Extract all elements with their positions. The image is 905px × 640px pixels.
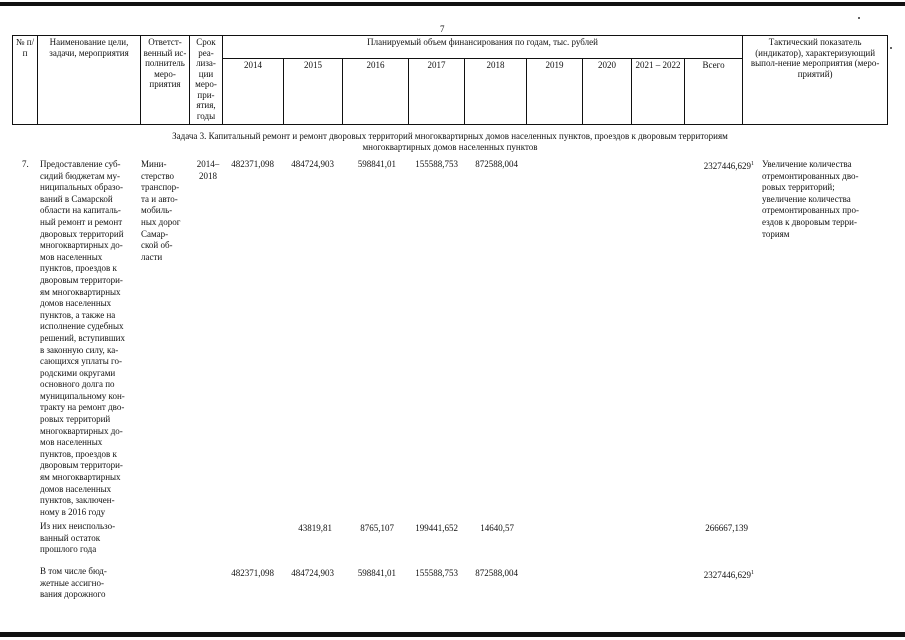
row-term: 2014– 2018 bbox=[196, 159, 220, 181]
budget-name: В том числе бюд- жетные ассигно- вания дорожного bbox=[40, 566, 107, 600]
header-year: 2021 – 2022 bbox=[632, 59, 685, 125]
budget-2015: 484724,903 bbox=[291, 568, 334, 578]
row-responsible: Мини- стерство транспор- та и авто- мобиль- ных дорог Самар- ской об- ласти bbox=[141, 159, 181, 262]
unused-2015: 43819,81 bbox=[298, 523, 332, 533]
unused-2016: 8765,107 bbox=[360, 523, 394, 533]
header-year: 2020 bbox=[583, 59, 632, 125]
header-year: 2017 bbox=[409, 59, 465, 125]
header-name: Наименование цели, задачи, мероприятия bbox=[38, 36, 141, 125]
budget-total: 2327446,629$^1$ bbox=[703, 570, 754, 580]
header-responsible: Ответст-венный ис-полнитель меро-приятия bbox=[141, 36, 190, 125]
header-year: 2018 bbox=[465, 59, 527, 125]
header-year: 2019 bbox=[527, 59, 583, 125]
page-number: 7 bbox=[440, 24, 445, 34]
task-title: Задача 3. Капитальный ремонт и ремонт дворовых территорий многоквартирных домов населенных пунктов, проездов к дворовым территориям многоквартирных домов населенных пунктов bbox=[172, 131, 728, 152]
value-2016: 598841,01 bbox=[357, 159, 396, 169]
unused-total: 266667,139 bbox=[705, 523, 748, 533]
value-2018: 872588,004 bbox=[475, 159, 518, 169]
header-finance: Планируемый объем финансирования по годам, тыс. рублей bbox=[223, 36, 743, 59]
header-year: 2014 bbox=[223, 59, 284, 125]
value-2015: 484724,903 bbox=[291, 159, 334, 169]
unused-2017: 199441,652 bbox=[415, 523, 458, 533]
bottom-border bbox=[0, 632, 905, 637]
value-2014: 482371,098 bbox=[231, 159, 274, 169]
budget-2018: 872588,004 bbox=[475, 568, 518, 578]
header-number: № п/п bbox=[13, 36, 38, 125]
value-total: 2327446,629$^1$ bbox=[703, 161, 754, 171]
value-2017: 155588,753 bbox=[415, 159, 458, 169]
speck bbox=[890, 47, 892, 49]
header-year: 2015 bbox=[284, 59, 343, 125]
table-header bbox=[12, 35, 888, 125]
budget-2016: 598841,01 bbox=[357, 568, 396, 578]
header-term: Срок реа-лиза-ции меро-при-ятия, годы bbox=[190, 36, 223, 125]
unused-2018: 14640,57 bbox=[480, 523, 514, 533]
unused-name: Из них неиспользо- ванный остаток прошлого года bbox=[40, 521, 116, 555]
budget-2014: 482371,098 bbox=[231, 568, 274, 578]
speck bbox=[858, 17, 860, 19]
budget-2017: 155588,753 bbox=[415, 568, 458, 578]
row-indicator: Увеличение количества отремонтированных дво- ровых территорий; увеличение количества отремонтированных про- ездов к дворовым терри- ториям bbox=[762, 159, 860, 239]
row-name: Предоставление суб- сидий бюджетам му- ниципальных образо- ваний в Самарской области на капиталь- ный ремонт и ремонт дворовых территорий многоквартирных до- мов населенных пунктов, проездов к дворовым территори- ям многоквартирных домов населенных пунктов, а также на исполнение судебных решений, вступивших в законную силу, ка- сающихся уплаты го- родскими округами основного долга по муниципальному кон- тракту на ремонт дво- ровых территорий многоквартирных до- мов населенных пунктов, проездов к дворовым территори- ям многоквартирных домов населенных пунктов, заключен- ному в 2016 году bbox=[40, 159, 126, 517]
top-border bbox=[0, 2, 905, 6]
row-number: 7. bbox=[22, 159, 29, 169]
header-year: 2016 bbox=[343, 59, 409, 125]
header-year-total: Всего bbox=[685, 59, 743, 125]
header-indicator: Тактический показатель (индикатор), характеризующий выпол-нение мероприятия (меро-приятий) bbox=[743, 36, 888, 125]
